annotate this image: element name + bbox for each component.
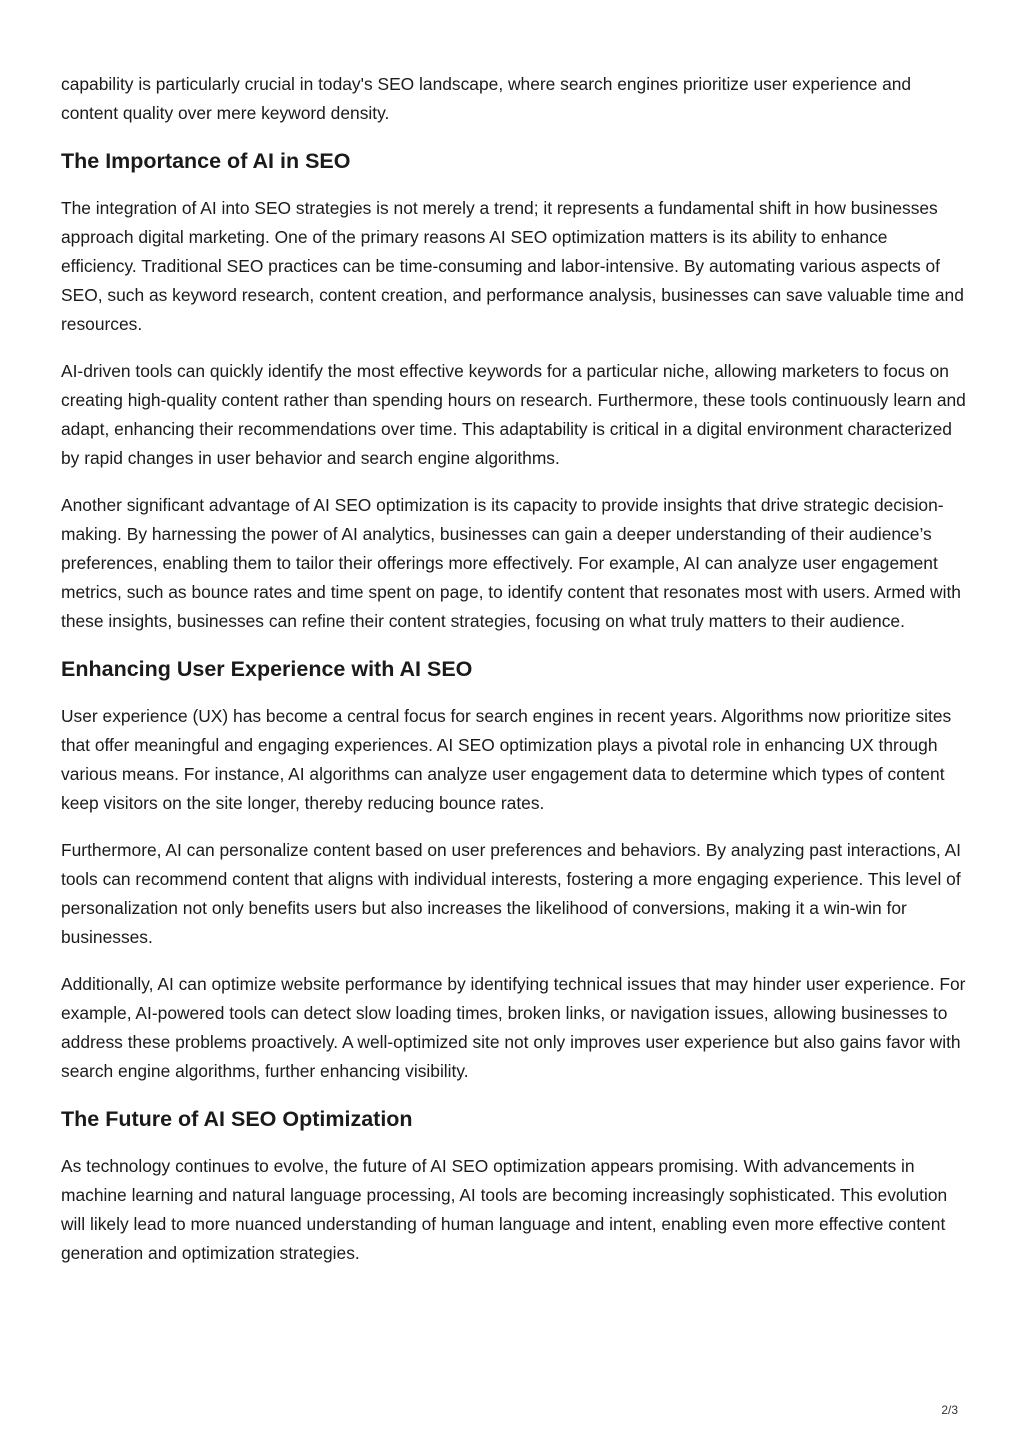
section-future xyxy=(61,1104,966,1268)
paragraph-intro: capability is particularly crucial in today's SEO landscape, where search engines prioritize user experience and content quality over mere keyword density. xyxy=(61,74,912,123)
paragraph: Additionally, AI can optimize website performance by identifying technical issues that may hinder user experience. For example, AI-powered tools can detect slow loading times, broken links, or navigation issues, allowing businesses to address these problems proactively. A well-optimized site not only improves user experience but also gains favor with search engine algorithms, further enhancing visibility. xyxy=(61,974,966,1081)
section-heading: The Importance of AI in SEO xyxy=(61,149,351,173)
paragraph: The integration of AI into SEO strategies is not merely a trend; it represents a fundamental shift in how businesses approach digital marketing. One of the primary reasons AI SEO optimization matters is its ability to enhance efficiency. Traditional SEO practices can be time-consuming and labor-intensive. By automating various aspects of SEO, such as keyword research, content creation, and performance analysis, businesses can save valuable time and resources. xyxy=(61,198,964,334)
section-heading: Enhancing User Experience with AI SEO xyxy=(61,657,473,681)
paragraph: User experience (UX) has become a central focus for search engines in recent years. Algorithms now prioritize sites that offer meaningful and engaging experiences. AI SEO optimization plays a pivotal role in enhancing UX through various means. For instance, AI algorithms can analyze user engagement data to determine which types of content keep visitors on the site longer, thereby reducing bounce rates. xyxy=(61,706,952,813)
section-user-experience xyxy=(61,654,966,1086)
document-page xyxy=(61,70,966,1286)
page-number: 2/3 xyxy=(941,1403,958,1417)
paragraph: As technology continues to evolve, the future of AI SEO optimization appears promising. With advancements in machine learning and natural language processing, AI tools are becoming increasingly sophisticated. This evolution will likely lead to more nuanced understanding of human language and intent, enabling even more effective content generation and optimization strategies. xyxy=(61,1156,948,1263)
paragraph: Another significant advantage of AI SEO optimization is its capacity to provide insights that drive strategic decision-making. By harnessing the power of AI analytics, businesses can gain a deeper understanding of their audience’s preferences, enabling them to tailor their offerings more effectively. For example, AI can analyze user engagement metrics, such as bounce rates and time spent on page, to identify content that resonates most with users. Armed with these insights, businesses can refine their content strategies, focusing on what truly matters to their audience. xyxy=(61,495,961,631)
paragraph: Furthermore, AI can personalize content based on user preferences and behaviors. By analyzing past interactions, AI tools can recommend content that aligns with individual interests, fostering a more engaging experience. This level of personalization not only benefits users but also increases the likelihood of conversions, making it a win-win for businesses. xyxy=(61,840,961,947)
paragraph: AI-driven tools can quickly identify the most effective keywords for a particular niche, allowing marketers to focus on creating high-quality content rather than spending hours on research. Furthermore, these tools continuously learn and adapt, enhancing their recommendations over time. This adaptability is critical in a digital environment characterized by rapid changes in user behavior and search engine algorithms. xyxy=(61,361,966,468)
section-heading: The Future of AI SEO Optimization xyxy=(61,1107,413,1131)
section-importance xyxy=(61,146,966,636)
